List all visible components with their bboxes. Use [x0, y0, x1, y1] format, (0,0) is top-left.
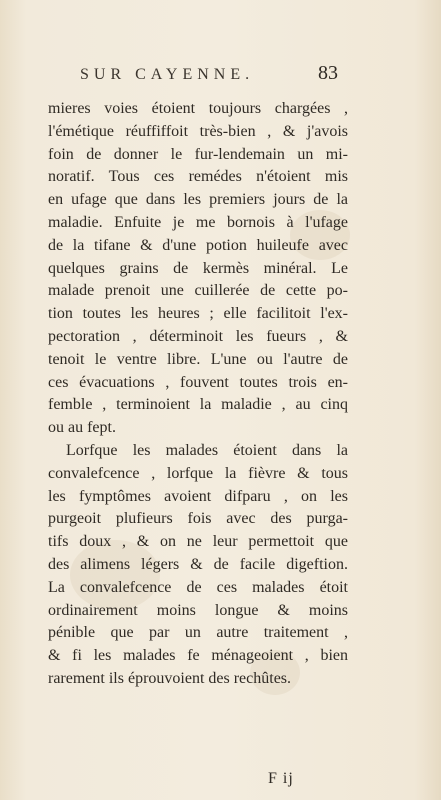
text-line: ou au fept.	[48, 419, 116, 437]
page-number: 83	[318, 62, 338, 84]
text-line: foin de donner le fur-lendemain un mi-	[48, 145, 348, 163]
text-line: ces évacuations , fouvent toutes trois en-	[48, 373, 348, 391]
running-head: SUR CAYENNE.	[80, 66, 255, 83]
text-line: des alimens légers & de facile digeftion.	[48, 555, 348, 573]
page-header	[62, 60, 362, 88]
text-line: La convalefcence de ces malades étoit	[48, 578, 348, 596]
text-line: Lorfque les malades étoient dans la	[66, 441, 348, 459]
text-line: & fi les malades fe ménageoient , bien	[48, 647, 348, 665]
text-line: ordinairement moins longue & moins	[48, 601, 348, 619]
text-line: tenoit le ventre libre. L'une ou l'autre de	[48, 350, 348, 368]
text-line: tifs doux , & on ne leur permettoit que	[48, 533, 348, 551]
text-line: quelques grains de kermès minéral. Le	[48, 259, 348, 277]
text-line: les fymptômes avoient difparu , on les	[48, 487, 348, 505]
text-line: tion toutes les heures ; elle facilitoit l'ex-	[48, 305, 348, 323]
paragraph-2	[48, 440, 348, 691]
text-line: rarement ils éprouvoient des rechûtes.	[48, 669, 292, 687]
text-line: mieres voies étoient toujours chargées ,	[48, 100, 348, 117]
text-line: pénible que par un autre traitement ,	[48, 624, 348, 642]
text-line: noratif. Tous ces remédes n'étoient mis	[48, 168, 348, 186]
text-line: malade prenoit une cuillerée de cette po-	[48, 282, 348, 300]
text-line: pectoration , déterminoit les fueurs , &	[48, 327, 348, 345]
text-line: femble , terminoient la maladie , au cinq	[48, 396, 348, 414]
text-line: de la tifane & d'une potion huileufe avec	[48, 236, 348, 254]
text-line: convalefcence , lorfque la fièvre & tous	[48, 464, 348, 482]
text-line: l'émétique réuffiffoit très-bien , & j'avois	[48, 122, 348, 140]
text-line: purgeoit plufieurs fois avec des purga-	[48, 510, 348, 528]
body-text	[48, 98, 348, 691]
text-line: en ufage que dans les premiers jours de la	[48, 191, 348, 209]
printer-signature: F ij	[268, 770, 294, 787]
text-line: maladie. Enfuite je me bornois à l'ufage	[48, 213, 348, 231]
paragraph-1	[48, 98, 348, 440]
